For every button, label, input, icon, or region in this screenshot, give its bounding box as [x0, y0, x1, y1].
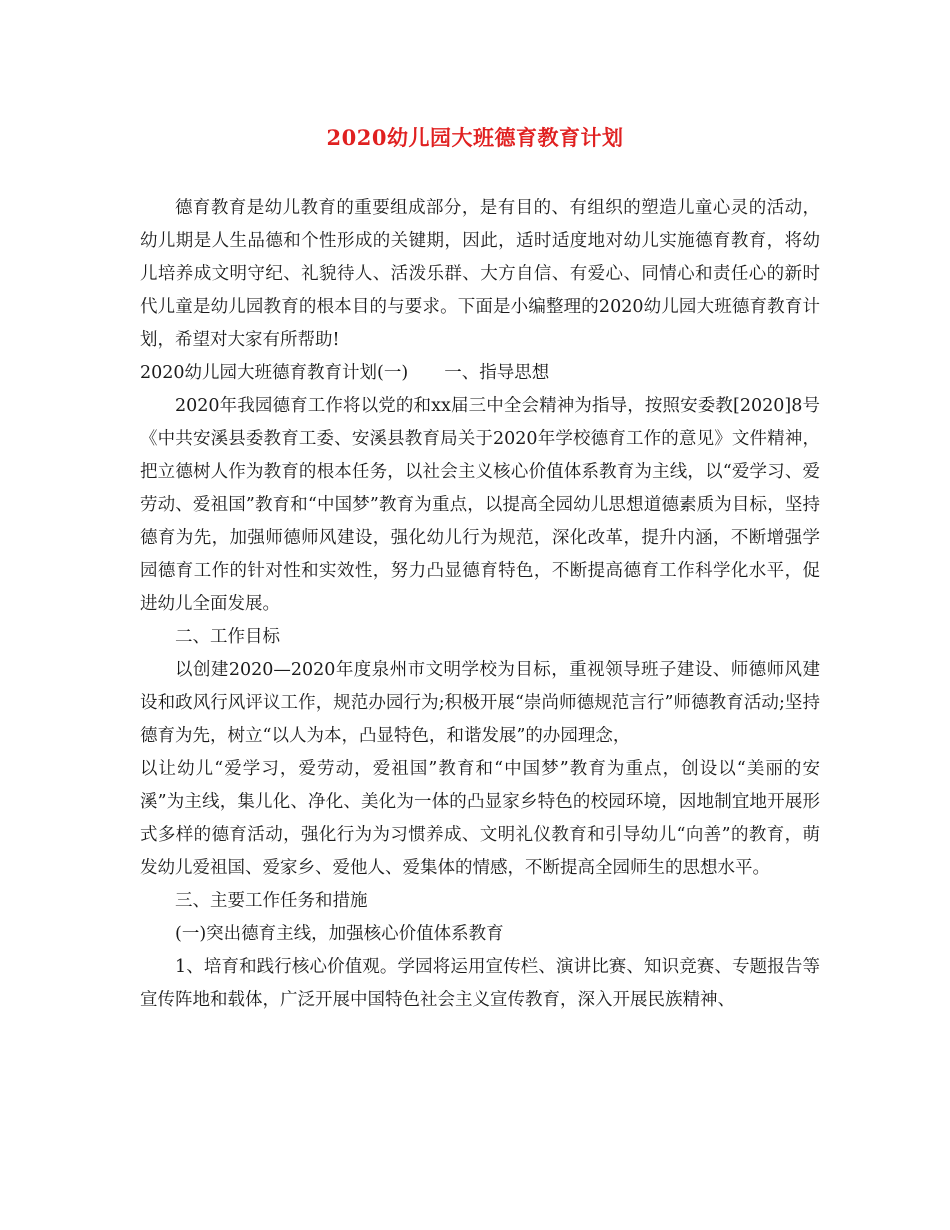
- section3-heading: 三、主要工作任务和措施: [175, 891, 368, 911]
- section2-paragraph-1: 以创建2020—2020年度泉州市文明学校为目标，重视领导班子建设、师德师风建设和政风行风评议工作，规范办园行为;积极开展“崇尚师德规范言行”师德教育活动;坚持德育为先，树立“以人为本，凸显特色，和谐发展”的办园理念，: [140, 660, 820, 746]
- document-body: [140, 192, 820, 1017]
- section2-paragraph-2: 以让幼儿“爱学习，爱劳动，爱祖国”教育和“中国梦”教育为重点，创设以“美丽的安溪”为主线，集儿化、净化、美化为一体的凸显家乡特色的校园环境，因地制宜地开展形式多样的德育活动，强化行为为习惯养成、文明礼仪教育和引导幼儿“向善”的教育，萌发幼儿爱祖国、爱家乡、爱他人、爱集体的情感，不断提高全园师生的思想水平。: [140, 759, 820, 878]
- subsection1-heading: (一)突出德育主线，加强核心价值体系教育: [175, 924, 504, 944]
- section2-heading: 二、工作目标: [175, 627, 280, 647]
- document-title: 2020幼儿园大班德育教育计划: [326, 125, 624, 150]
- intro-paragraph: 德育教育是幼儿教育的重要组成部分，是有目的、有组织的塑造儿童心灵的活动，幼儿期是人生品德和个性形成的关键期，因此，适时适度地对幼儿实施德育教育，将幼儿培养成文明守纪、礼貌待人、活泼乐群、大方自信、有爱心、同情心和责任心的新时代儿童是幼儿园教育的根本目的与要求。下面是小编整理的2020幼儿园大班德育教育计划，希望对大家有所帮助!: [140, 198, 820, 350]
- section1-heading: 一、指导思想: [444, 363, 550, 383]
- plan-heading: 2020幼儿园大班德育教育计划(一): [140, 363, 409, 383]
- section1-paragraph: 2020年我园德育工作将以党的和xx届三中全会精神为指导，按照安委教[2020]8号《中共安溪县委教育工委、安溪县教育局关于2020年学校德育工作的意见》文件精神，把立德树人作为教育的根本任务，以社会主义核心价值体系教育为主线，以“爱学习、爱劳动、爱祖国”教育和“中国梦”教育为重点，以提高全园幼儿思想道德素质为目标，坚持德育为先，加强师德师风建设，强化幼儿行为规范，深化改革，提升内涵，不断增强学园德育工作的针对性和实效性，努力凸显德育特色，不断提高德育工作科学化水平，促进幼儿全面发展。: [140, 396, 820, 614]
- plan-heading-line: [140, 357, 820, 390]
- item1-paragraph: 1、培育和践行核心价值观。学园将运用宣传栏、演讲比赛、知识竞赛、专题报告等宣传阵地和载体，广泛开展中国特色社会主义宣传教育，深入开展民族精神、: [140, 957, 820, 1010]
